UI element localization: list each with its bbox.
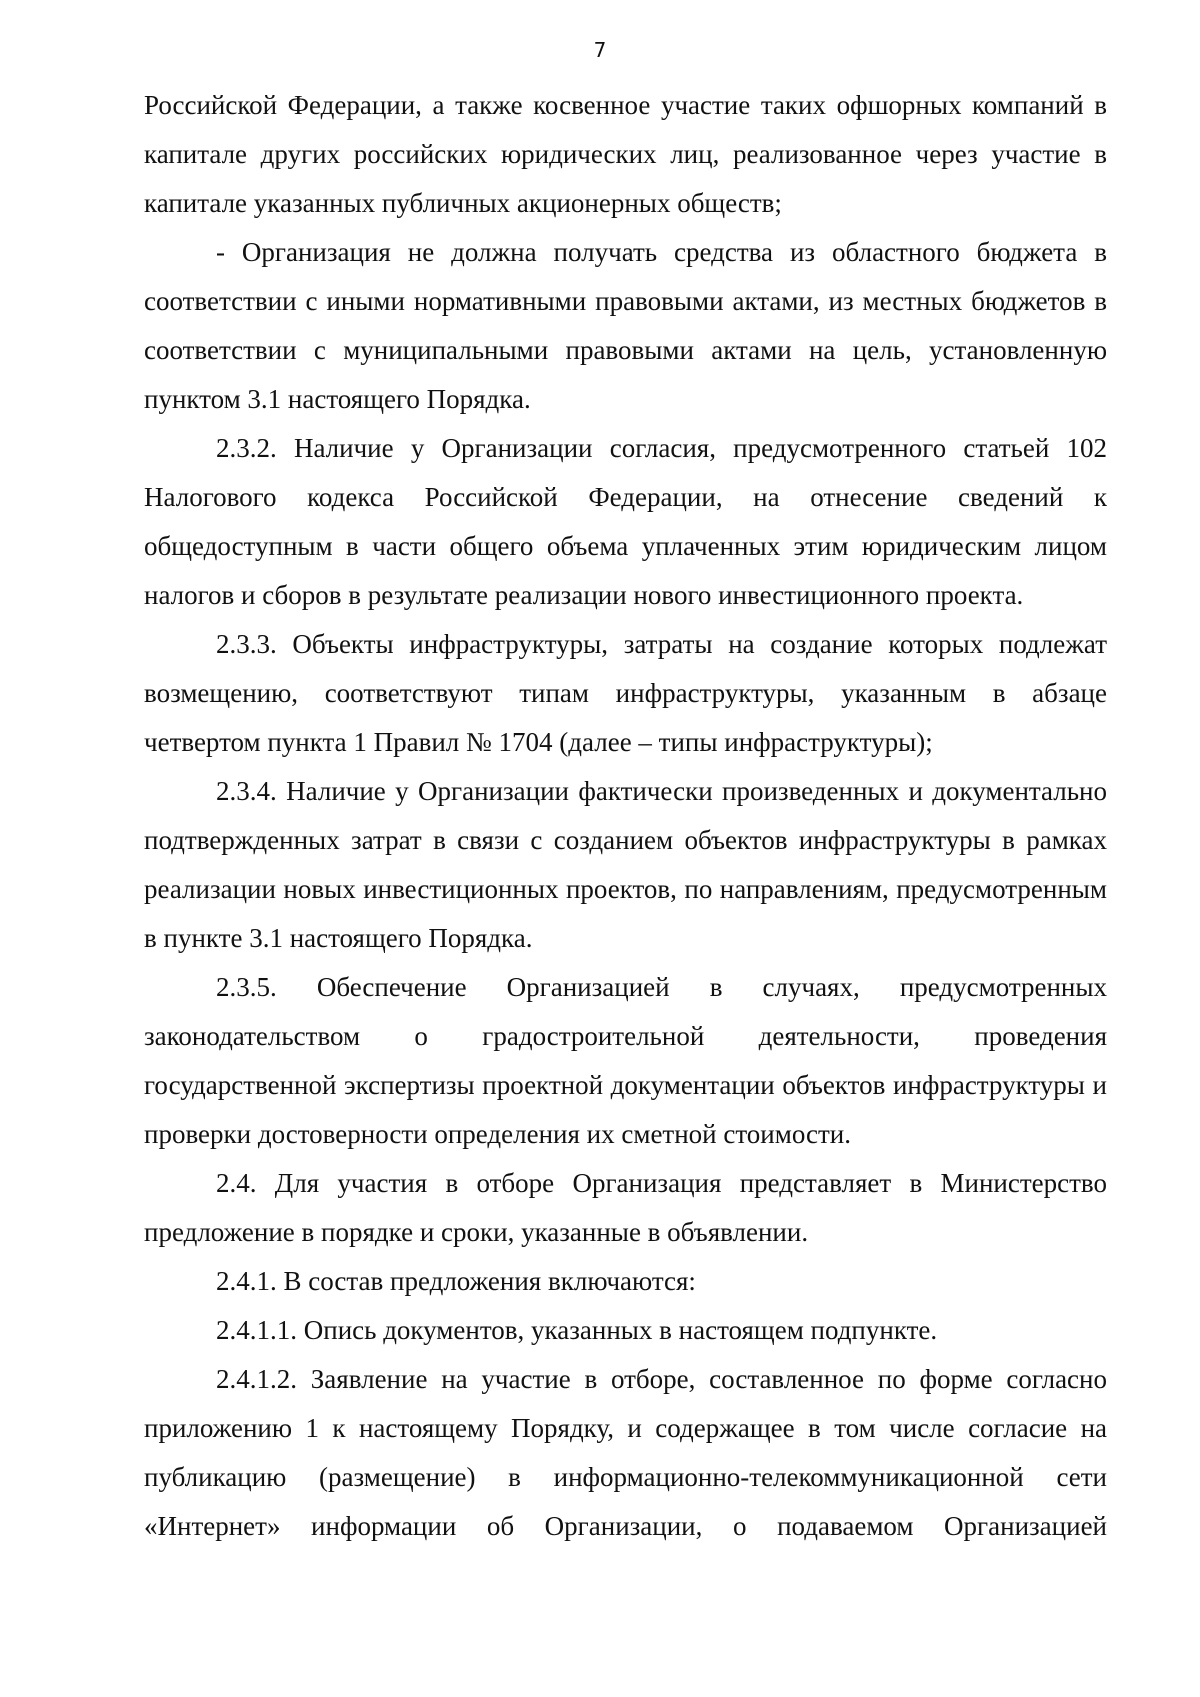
paragraph-2-3-2: 2.3.2. Наличие у Организации согласия, предусмотренного статьей 102 Налогового кодекса Российской Федерации, на отнесение сведений к общедоступным в части общего объема уплаченных этим юридическим лицом налогов и сборов в результате реализации нового инвестиционного проекта. [144,433,1107,610]
paragraph-2-4-1-2: 2.4.1.2. Заявление на участие в отборе, составленное по форме согласно приложению 1 к настоящему Порядку, и содержащее в том числе согласие на публикацию (размещение) в информационно-телекоммуникационной сети «Интернет» информации об Организации, о подаваемом Организацией [144,1364,1107,1541]
paragraph-continuation: Российской Федерации, а также косвенное участие таких офшорных компаний в капитале других российских юридических лиц, реализованное через участие в капитале указанных публичных акционерных обществ; [144,90,1107,218]
paragraph-2-3-3: 2.3.3. Объекты инфраструктуры, затраты на создание которых подлежат возмещению, соответствуют типам инфраструктуры, указанным в абзаце четвертом пункта 1 Правил № 1704 (далее – типы инфраструктуры); [144,629,1107,757]
page-number: 7 [593,38,607,62]
document-body [144,81,1107,1551]
paragraph-2-4-1: 2.4.1. В состав предложения включаются: [216,1266,696,1296]
paragraph-budget-restriction: - Организация не должна получать средства из областного бюджета в соответствии с иными нормативными правовыми актами, из местных бюджетов в соответствии с муниципальными правовыми актами на цель, установленную пунктом 3.1 настоящего Порядка. [144,237,1107,414]
paragraph-2-4: 2.4. Для участия в отборе Организация представляет в Министерство предложение в порядке и сроки, указанные в объявлении. [144,1168,1107,1247]
paragraph-2-4-1-1: 2.4.1.1. Опись документов, указанных в настоящем подпункте. [216,1315,938,1345]
paragraph-2-3-4: 2.3.4. Наличие у Организации фактически произведенных и документально подтвержденных затрат в связи с созданием объектов инфраструктуры в рамках реализации новых инвестиционных проектов, по направлениям, предусмотренным в пункте 3.1 настоящего Порядка. [144,776,1107,953]
paragraph-2-3-5: 2.3.5. Обеспечение Организацией в случаях, предусмотренных законодательством о градостроительной деятельности, проведения государственной экспертизы проектной документации объектов инфраструктуры и проверки достоверности определения их сметной стоимости. [144,972,1107,1149]
